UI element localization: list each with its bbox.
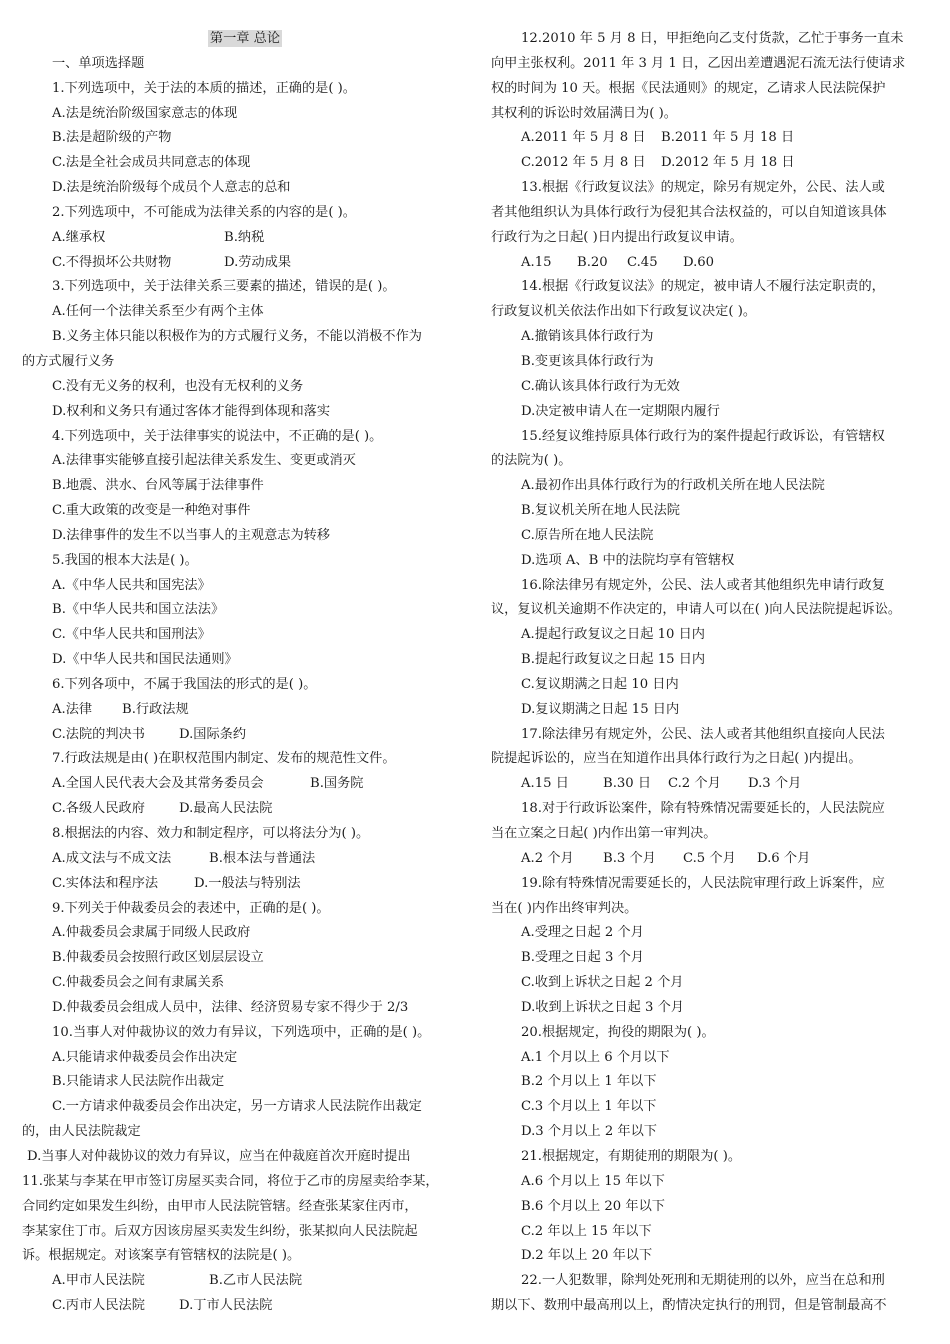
text-line: B.仲裁委员会按照行政区划层层设立	[52, 950, 264, 966]
text-line: B.变更该具体行政行为	[521, 353, 654, 369]
text-line: D.决定被申请人在一定期限内履行	[521, 403, 720, 419]
option-text: D.国际条约	[179, 726, 247, 742]
chapter-title	[22, 27, 468, 52]
text-line: A.最初作出具体行政行为的行政机关所在地人民法院	[521, 478, 825, 494]
option-text: B.纳税	[224, 229, 265, 245]
text-line: 6.下列各项中，不属于我国法的形式的是( )。	[52, 676, 317, 692]
text-line: 院提起诉讼的，应当在知道作出具体行政行为之日起( )内提出。	[491, 751, 862, 767]
option-text: A.2 个月	[521, 850, 574, 866]
text-line: 15.经复议维持原具体行政行为的案件提起行政诉讼，有管辖权	[521, 428, 885, 444]
option-text: B.乙市人民法院	[209, 1273, 303, 1289]
option-text: D.一般法与特别法	[194, 875, 301, 891]
text-line: 17.除法律另有规定外，公民、法人或者其他组织直接向人民法	[521, 726, 885, 742]
option-text: C.丙市人民法院	[52, 1298, 145, 1314]
text-line: 7.行政法规是由( )在职权范围内制定、发布的规范性文件。	[52, 751, 396, 767]
text-line: 行政复议机关依法作出如下行政复议决定( )。	[491, 304, 757, 320]
option-text: A.全国人民代表大会及其常务委员会	[52, 776, 264, 792]
option-row	[22, 847, 468, 872]
text-line: A.受理之日起 2 个月	[521, 925, 644, 941]
option-row	[22, 772, 468, 797]
option-text: C.2 个月	[668, 776, 721, 792]
option-text: B.行政法规	[122, 701, 189, 717]
option-text: A.15 日	[521, 776, 569, 792]
option-text: D.60	[683, 254, 715, 270]
text-line: 22.一人犯数罪，除判处死刑和无期徒刑的以外，应当在总和刑	[521, 1273, 885, 1289]
text-line: C.一方请求仲裁委员会作出决定，另一方请求人民法院作出裁定	[52, 1099, 422, 1115]
text-line: D.当事人对仲裁协议的效力有异议，应当在仲裁庭首次开庭时提出	[27, 1148, 411, 1164]
text-line: 当在( )内作出终审判决。	[491, 900, 638, 916]
text-line: C.原告所在地人民法院	[521, 527, 654, 543]
option-row	[491, 126, 929, 151]
option-text: C.5 个月	[683, 850, 736, 866]
text-line: 其权利的诉讼时效届满日为( )。	[491, 105, 677, 121]
text-line: B.《中华人民共和国立法法》	[52, 602, 225, 618]
text-line: C.复议期满之日起 10 日内	[521, 676, 679, 692]
option-text: B.20	[577, 254, 608, 270]
text-line: D.仲裁委员会组成人员中，法律、经济贸易专家不得少于 2/3	[52, 999, 409, 1015]
text-line: C.没有无义务的权利，也没有无权利的义务	[52, 378, 304, 394]
option-row	[22, 251, 468, 276]
text-line: A.法是统治阶级国家意志的体现	[52, 105, 238, 121]
left-column	[22, 27, 468, 1319]
option-text: B.30 日	[603, 776, 652, 792]
text-line: B.2 个月以上 1 年以下	[521, 1074, 657, 1090]
text-line: 合同约定如果发生纠纷，由甲市人民法院管辖。经查张某家住丙市，	[22, 1198, 418, 1214]
option-text: B.根本法与普通法	[209, 850, 316, 866]
text-line: C.2 年以上 15 年以下	[521, 1223, 652, 1239]
option-row	[22, 1269, 468, 1294]
text-line: D.《中华人民共和国民法通则》	[52, 652, 238, 668]
option-text: D.2012 年 5 月 18 日	[661, 155, 795, 171]
text-line: 12.2010 年 5 月 8 日，甲拒绝向乙支付货款，乙忙于事务一直未	[521, 31, 904, 46]
text-line: B.6 个月以上 20 年以下	[521, 1198, 665, 1214]
option-text: D.丁市人民法院	[179, 1298, 273, 1314]
option-text: A.成文法与不成文法	[52, 850, 172, 866]
text-line: A.撤销该具体行政行为	[521, 329, 654, 345]
option-text: D.最高人民法院	[179, 801, 273, 817]
text-line: 诉。根据规定。对该案享有管辖权的法院是( )。	[22, 1248, 301, 1264]
option-row	[22, 698, 468, 723]
text-line: A.1 个月以上 6 个月以下	[521, 1049, 670, 1065]
text-line: 16.除法律另有规定外，公民、法人或者其他组织先申请行政复	[521, 577, 885, 593]
text-line: C.收到上诉状之日起 2 个月	[521, 975, 684, 991]
option-row	[22, 872, 468, 897]
text-line: 者其他组织认为具体行政行为侵犯其合法权益的，可以自知道该具体	[491, 204, 887, 220]
option-row	[22, 1294, 468, 1319]
text-line: D.复议期满之日起 15 日内	[521, 701, 680, 717]
text-line: A.提起行政复议之日起 10 日内	[521, 627, 705, 643]
text-line: 3.下列选项中，关于法律关系三要素的描述，错误的是( )。	[52, 279, 396, 295]
option-row	[491, 151, 929, 176]
text-line: 李某家住丁市。后双方因该房屋买卖发生纠纷，张某拟向人民法院起	[22, 1223, 418, 1239]
option-text: C.45	[627, 254, 658, 270]
text-line: 的方式履行义务	[22, 353, 115, 369]
text-line: A.法律事实能够直接引起法律关系发生、变更或消灭	[52, 453, 356, 469]
option-text: D.3 个月	[748, 776, 802, 792]
text-line: D.2 年以上 20 年以下	[521, 1248, 653, 1264]
text-line: 的法院为( )。	[491, 453, 572, 469]
text-line: B.复议机关所在地人民法院	[521, 503, 680, 519]
text-line: B.法是超阶级的产物	[52, 130, 172, 146]
text-line: 2.下列选项中，不可能成为法律关系的内容的是( )。	[52, 204, 356, 220]
text-line: 行政行为之日起( )日内提出行政复议申请。	[491, 229, 743, 245]
text-line: 19.除有特殊情况需要延长的，人民法院审理行政上诉案件，应	[521, 875, 885, 891]
text-line: B.提起行政复议之日起 15 日内	[521, 652, 706, 668]
text-line: A.仲裁委员会隶属于同级人民政府	[52, 925, 251, 941]
text-line: B.地震、洪水、台风等属于法律事件	[52, 478, 264, 494]
text-line: A.6 个月以上 15 年以下	[521, 1173, 665, 1189]
text-line: A.《中华人民共和国宪法》	[52, 577, 211, 593]
option-row	[22, 723, 468, 748]
text-line: 8.根据法的内容、效力和制定程序，可以将法分为( )。	[52, 826, 370, 841]
text-line: 9.下列关于仲裁委员会的表述中，正确的是( )。	[52, 900, 330, 916]
text-line: 一、单项选择题	[52, 55, 145, 71]
text-line: 20.根据规定，拘役的期限为( )。	[521, 1024, 715, 1040]
option-text: A.法律	[52, 701, 93, 717]
option-text: C.法院的判决书	[52, 726, 145, 742]
option-text: B.3 个月	[603, 850, 656, 866]
option-text: A.甲市人民法院	[52, 1273, 145, 1289]
text-line: C.确认该具体行政行为无效	[521, 378, 680, 394]
text-line: C.3 个月以上 1 年以下	[521, 1099, 657, 1115]
text-line: 11.张某与李某在甲市签订房屋买卖合同，将位于乙市的房屋卖给李某，	[22, 1173, 439, 1189]
option-text: D.6 个月	[757, 850, 811, 866]
option-row	[491, 251, 929, 276]
text-line: 13.根据《行政复议法》的规定，除另有规定外，公民、法人或	[521, 180, 885, 196]
text-line: 1.下列选项中，关于法的本质的描述，正确的是( )。	[52, 80, 356, 96]
text-line: B.受理之日起 3 个月	[521, 950, 644, 966]
text-line: C.仲裁委员会之间有隶属关系	[52, 975, 225, 991]
option-text: C.实体法和程序法	[52, 875, 159, 891]
text-line: A.任何一个法律关系至少有两个主体	[52, 304, 264, 320]
text-line: 14.根据《行政复议法》的规定，被申请人不履行法定职责的，	[521, 279, 885, 295]
text-line: 权的时间为 10 天。根据《民法通则》的规定，乙请求人民法院保护	[491, 80, 886, 96]
text-line: 议，复议机关逾期不作决定的，申请人可以在( )向人民法院提起诉讼。	[491, 602, 902, 618]
text-line: D.3 个月以上 2 年以下	[521, 1124, 657, 1140]
text-line: C.法是全社会成员共同意志的体现	[52, 155, 251, 171]
text-line: B.只能请求人民法院作出裁定	[52, 1074, 225, 1090]
text-line: 当在立案之日起( )内作出第一审判决。	[491, 826, 717, 841]
option-row	[491, 847, 929, 872]
option-row	[491, 772, 929, 797]
text-line: 期以下、数刑中最高刑以上，酌情决定执行的刑罚，但是管制最高不	[491, 1298, 887, 1314]
option-text: A.15	[521, 254, 552, 270]
option-row	[22, 797, 468, 822]
option-text: B.2011 年 5 月 18 日	[661, 130, 795, 146]
text-line: A.只能请求仲裁委员会作出决定	[52, 1049, 238, 1065]
text-line: 21.根据规定，有期徒刑的期限为( )。	[521, 1148, 742, 1164]
option-text: C.各级人民政府	[52, 801, 145, 817]
text-line: 4.下列选项中，关于法律事实的说法中，不正确的是( )。	[52, 428, 383, 444]
text-line: 18.对于行政诉讼案件，除有特殊情况需要延长的，人民法院应	[521, 801, 885, 817]
text-line: D.法律事件的发生不以当事人的主观意志为转移	[52, 527, 331, 543]
text-line: 5.我国的根本大法是( )。	[52, 552, 198, 568]
text-line: D.收到上诉状之日起 3 个月	[521, 999, 684, 1015]
option-text: C.2012 年 5 月 8 日	[521, 155, 646, 171]
text-line: D.选项 A、B 中的法院均享有管辖权	[521, 552, 735, 568]
option-text: A.继承权	[52, 229, 106, 245]
option-text: C.不得损坏公共财物	[52, 254, 172, 270]
option-text: A.2011 年 5 月 8 日	[521, 130, 646, 146]
option-text: B.国务院	[310, 776, 364, 792]
text-line: C.重大政策的改变是一种绝对事件	[52, 503, 251, 519]
right-column	[491, 27, 929, 1319]
text-line: 10.当事人对仲裁协议的效力有异议，下列选项中，正确的是( )。	[52, 1024, 431, 1040]
chapter-title-text: 第一章 总论	[209, 31, 281, 46]
text-line: B.义务主体只能以积极作为的方式履行义务，不能以消极不作为	[52, 329, 422, 345]
option-row	[22, 226, 468, 251]
option-text: D.劳动成果	[224, 254, 292, 270]
text-line: C.《中华人民共和国刑法》	[52, 627, 211, 643]
text-line: 向甲主张权利。2011 年 3 月 1 日，乙因出差遭遇泥石流无法行使请求	[491, 55, 906, 71]
text-line: D.权利和义务只有通过客体才能得到体现和落实	[52, 403, 331, 419]
text-line: 的，由人民法院裁定	[22, 1124, 141, 1140]
text-line: D.法是统治阶级每个成员个人意志的总和	[52, 180, 291, 196]
